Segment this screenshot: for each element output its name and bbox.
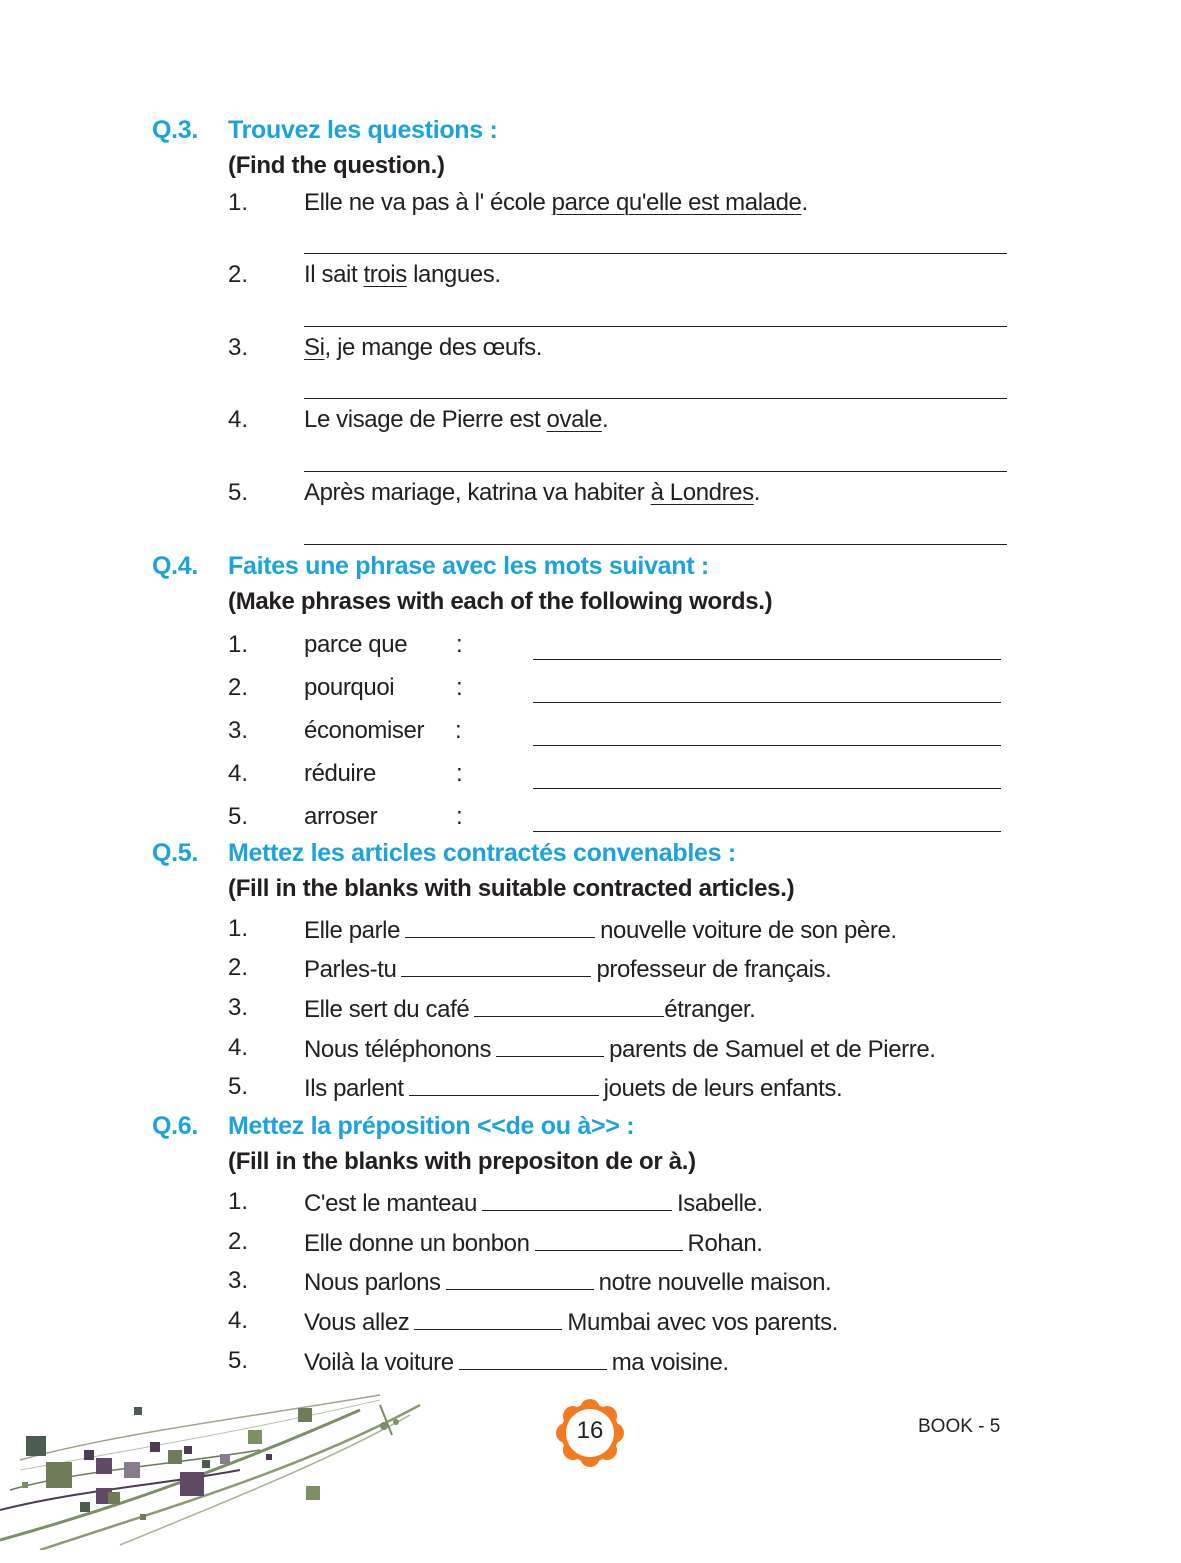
q3-title: Trouvez les questions :: [228, 116, 498, 144]
q4-subtitle: (Make phrases with each of the following words.): [228, 588, 773, 615]
q6-item-number: 4.: [228, 1307, 249, 1334]
q6-item-sentence: Vous allez Mumbai avec vos parents.: [304, 1309, 838, 1336]
q3-subtitle: (Find the question.): [228, 152, 445, 179]
answer-line[interactable]: [304, 544, 1007, 545]
q3-item-sentence: Il sait trois langues.: [304, 261, 501, 288]
q6-item-sentence: Voilà la voiture ma voisine.: [304, 1349, 729, 1376]
q3-number: Q.3.: [152, 116, 199, 144]
q3-item-number: 4.: [228, 406, 249, 433]
q3-item-sentence: Après mariage, katrina va habiter à Londres.: [304, 479, 761, 506]
underlined-word: Si: [304, 334, 325, 361]
q6-item-number: 5.: [228, 1347, 249, 1374]
q4-item-word: réduire: [304, 760, 376, 787]
answer-line[interactable]: [533, 702, 1001, 703]
floral-decoration: [0, 1390, 430, 1550]
underlined-word: trois: [363, 261, 407, 288]
q6-subtitle: (Fill in the blanks with prepositon de or à.): [228, 1148, 696, 1175]
q5-item-sentence: Nous téléphonons parents de Samuel et de Pierre.: [304, 1036, 936, 1063]
fill-blank[interactable]: [409, 1073, 599, 1096]
q4-item-word: économiser: [304, 717, 425, 744]
q4-item-colon: :: [456, 803, 463, 830]
fill-blank[interactable]: [496, 1034, 604, 1057]
underlined-word: parce qu'elle est malade: [551, 189, 802, 216]
q6-item-number: 1.: [228, 1188, 249, 1215]
q5-item-number: 1.: [228, 915, 249, 942]
answer-line[interactable]: [304, 253, 1007, 254]
q3-item-number: 2.: [228, 261, 249, 288]
q6-item-sentence: Elle donne un bonbon Rohan.: [304, 1230, 763, 1257]
answer-line[interactable]: [533, 788, 1001, 789]
q3-item-number: 3.: [228, 334, 249, 361]
fill-blank[interactable]: [405, 915, 595, 938]
fill-blank[interactable]: [414, 1307, 562, 1330]
q5-item-number: 5.: [228, 1073, 249, 1100]
q3-item-sentence: Elle ne va pas à l' école parce qu'elle est malade.: [304, 189, 808, 216]
answer-line[interactable]: [533, 659, 1001, 660]
q5-number: Q.5.: [152, 839, 199, 867]
q5-subtitle: (Fill in the blanks with suitable contracted articles.): [228, 875, 795, 902]
answer-line[interactable]: [533, 745, 1001, 746]
q5-item-sentence: Ils parlent jouets de leurs enfants.: [304, 1075, 843, 1102]
fill-blank[interactable]: [474, 994, 664, 1017]
q4-item-number: 1.: [228, 631, 249, 658]
q3-item-sentence: Si, je mange des œufs.: [304, 334, 542, 361]
answer-line[interactable]: [304, 471, 1007, 472]
q5-item-sentence: Parles-tu professeur de français.: [304, 956, 832, 983]
q4-item-number: 3.: [228, 717, 249, 744]
q5-item-number: 2.: [228, 954, 249, 981]
answer-line[interactable]: [304, 398, 1007, 399]
answer-line[interactable]: [533, 831, 1001, 832]
q6-number: Q.6.: [152, 1112, 199, 1140]
underlined-word: ovale: [546, 406, 602, 433]
q5-title: Mettez les articles contractés convenables :: [228, 839, 736, 867]
fill-blank[interactable]: [535, 1228, 683, 1251]
q5-item-sentence: Elle sert du café étranger.: [304, 996, 756, 1023]
page-number: 16: [576, 1417, 604, 1444]
q4-item-word: parce que: [304, 631, 408, 658]
book-label: BOOK - 5: [918, 1416, 1001, 1437]
q6-item-sentence: Nous parlons notre nouvelle maison.: [304, 1269, 832, 1296]
q3-item-number: 1.: [228, 189, 249, 216]
fill-blank[interactable]: [446, 1267, 594, 1290]
q4-number: Q.4.: [152, 552, 199, 580]
q3-item-number: 5.: [228, 479, 249, 506]
q6-item-sentence: C'est le manteau Isabelle.: [304, 1190, 763, 1217]
q5-item-number: 4.: [228, 1034, 249, 1061]
underlined-word: à Londres: [650, 479, 754, 506]
q5-item-sentence: Elle parle nouvelle voiture de son père.: [304, 917, 897, 944]
q4-item-number: 4.: [228, 760, 249, 787]
q4-title: Faites une phrase avec les mots suivant :: [228, 552, 709, 580]
q4-item-word: arroser: [304, 803, 378, 830]
q4-item-colon: :: [456, 760, 463, 787]
q4-item-word: pourquoi: [304, 674, 395, 701]
q6-item-number: 2.: [228, 1228, 249, 1255]
fill-blank[interactable]: [459, 1347, 607, 1370]
fill-blank[interactable]: [482, 1188, 672, 1211]
q3-item-sentence: Le visage de Pierre est ovale.: [304, 406, 609, 433]
q6-item-number: 3.: [228, 1267, 249, 1294]
answer-line[interactable]: [304, 326, 1007, 327]
q4-item-colon: :: [456, 674, 463, 701]
q5-item-number: 3.: [228, 994, 249, 1021]
fill-blank[interactable]: [401, 954, 591, 977]
q4-item-colon: :: [456, 631, 463, 658]
q6-title: Mettez la préposition <<de ou à>> :: [228, 1112, 635, 1140]
q4-item-colon: :: [455, 717, 462, 744]
q4-item-number: 5.: [228, 803, 249, 830]
q4-item-number: 2.: [228, 674, 249, 701]
